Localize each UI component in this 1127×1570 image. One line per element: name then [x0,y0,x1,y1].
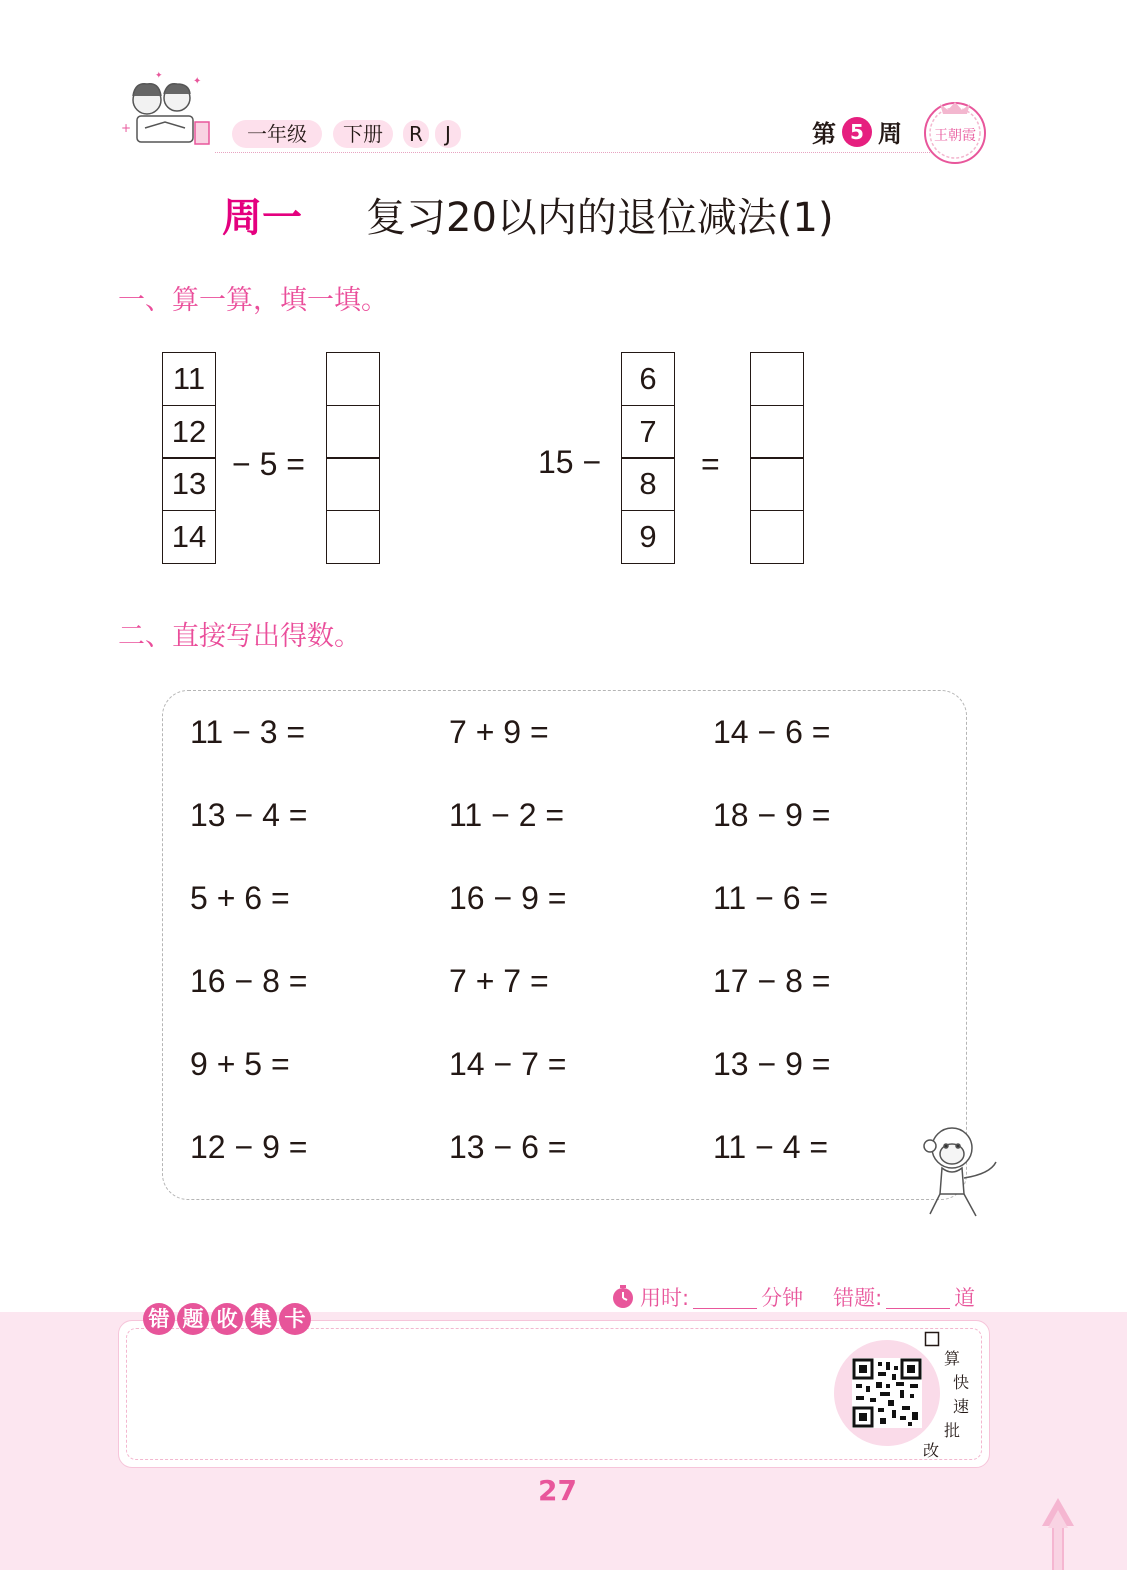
answer-box[interactable] [750,510,804,564]
answer-box[interactable] [326,457,380,511]
calc-expression: 14 − 7 = [449,1046,567,1082]
stopwatch-icon [610,1284,636,1310]
card-title-char: 卡 [279,1303,311,1335]
left-number-column [162,352,216,564]
calc-expression: 13 − 6 = [449,1129,567,1165]
edition-letter-j: J [435,120,461,148]
right-number-cell: 9 [621,510,675,564]
calc-expression: 18 − 9 = [713,797,831,833]
answer-box[interactable] [326,405,380,459]
errors-unit: 道 [954,1286,976,1310]
card-title-char: 收 [211,1303,243,1335]
time-unit: 分钟 [761,1286,804,1310]
calc-expression: 16 − 8 = [190,963,308,999]
svg-text:✦: ✦ [155,71,163,81]
time-label: 用时: [640,1286,690,1310]
calculation-box [162,690,967,1200]
svg-text:王朝霞: 王朝霞 [934,128,976,144]
right-answer-column [750,352,804,564]
calc-expression: 17 − 8 = [713,963,831,999]
calc-expression: 9 + 5 = [190,1046,290,1082]
svg-text:✦: ✦ [193,76,202,87]
calc-expression: 11 − 2 = [449,797,565,833]
qr-side-char: 速 [953,1397,970,1416]
left-number-cell: 11 [162,352,216,406]
header-divider [215,152,930,153]
week-suffix: 周 [878,120,902,148]
week-indicator [812,114,902,149]
week-number: 5 [842,117,872,147]
calc-expression: 13 − 4 = [190,797,308,833]
answer-box[interactable] [750,352,804,406]
errors-blank[interactable] [886,1286,950,1309]
answer-box[interactable] [750,405,804,459]
card-title-char: 错 [143,1303,175,1335]
calc-expression: 11 − 3 = [190,714,306,750]
answer-box[interactable] [326,352,380,406]
section2-heading: 二、直接写出得数。 [118,621,361,652]
calc-expression: 5 + 6 = [190,880,290,916]
left-number-cell: 14 [162,510,216,564]
calc-expression: 16 − 9 = [449,880,567,916]
week-prefix: 第 [812,120,836,148]
left-operator-text: − 5 = [232,446,305,482]
answer-box[interactable] [750,457,804,511]
right-equals-text: = [701,446,720,482]
right-number-cell: 6 [621,352,675,406]
monkey-illustration [918,1118,1000,1222]
card-title-badges [143,1303,311,1335]
grade-pill: 一年级 [232,120,322,148]
section1-heading: 一、算一算，填一填。 [118,285,388,316]
svg-text:+: + [121,121,132,135]
calc-expression: 12 − 9 = [190,1129,308,1165]
card-title-char: 题 [177,1303,209,1335]
edition-letter-r: R [403,120,429,148]
calc-expression: 11 − 4 = [713,1129,829,1165]
page-number: 27 [538,1474,577,1507]
left-number-cell: 12 [162,405,216,459]
right-minuend-text: 15 − [538,444,602,480]
checkbox-icon [924,1331,940,1347]
right-number-column [621,352,675,564]
right-number-cell: 8 [621,457,675,511]
up-arrow-icon [1040,1496,1076,1570]
answer-box[interactable] [326,510,380,564]
qr-side-char: 算 [944,1349,961,1368]
time-blank[interactable] [693,1286,757,1309]
right-number-cell: 7 [621,405,675,459]
calc-expression: 7 + 9 = [449,714,549,750]
lesson-day: 周一 [222,195,302,241]
calc-expression: 13 − 9 = [713,1046,831,1082]
left-answer-column [326,352,380,564]
lesson-title: 复习20以内的退位减法(1) [366,195,834,241]
volume-pill: 下册 [333,120,393,148]
calc-expression: 11 − 6 = [713,880,829,916]
qr-side-char: 批 [944,1421,961,1440]
time-and-errors [610,1282,975,1312]
card-title-char: 集 [245,1303,277,1335]
calc-expression: 7 + 7 = [449,963,549,999]
kids-reading-illustration [115,70,220,158]
errors-label: 错题: [833,1286,883,1310]
author-seal-logo [920,96,990,166]
calc-expression: 14 − 6 = [713,714,831,750]
left-number-cell: 13 [162,457,216,511]
qr-side-char: 快 [953,1373,970,1392]
qr-side-char: 改 [923,1441,940,1460]
qr-code-icon[interactable] [852,1358,922,1428]
